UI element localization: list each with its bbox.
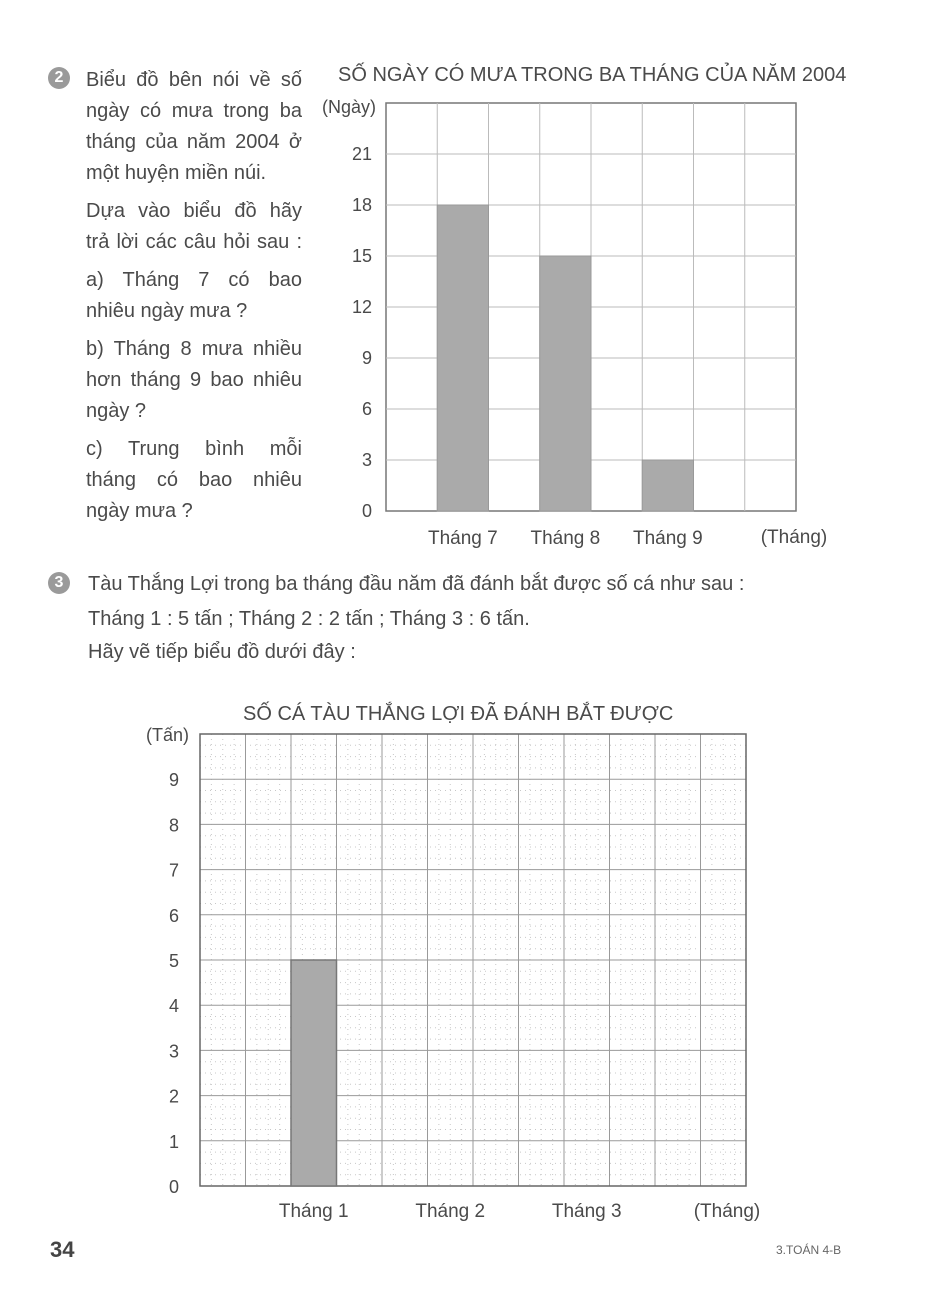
exercise-2-line: b) Tháng 8 mưa nhiều — [86, 338, 302, 360]
y-tick-label: 6 — [168, 905, 179, 926]
category-label: Tháng 2 — [415, 1201, 486, 1222]
category-label: Tháng 9 — [633, 528, 703, 549]
exercise-2-line: một huyện miền núi. — [86, 162, 267, 184]
exercise-2-line: tháng có bao nhiêu — [86, 469, 302, 491]
exercise-3-line-1: Tàu Thắng Lợi trong ba tháng đầu năm đã đánh bắt được số cá như sau : — [88, 573, 745, 595]
y-tick-label: 3 — [168, 1041, 179, 1062]
y-axis-label: (Tấn) — [146, 725, 190, 745]
chart-1-title: SỐ NGÀY CÓ MƯA TRONG BA THÁNG CỦA NĂM 2004 — [338, 64, 847, 86]
exercise-3-number: 3 — [48, 572, 70, 594]
bar — [291, 960, 337, 1186]
y-tick-label: 9 — [168, 770, 179, 791]
exercise-2-line: tháng của năm 2004 ở — [86, 131, 302, 153]
exercise-2-line: trả lời các câu hỏi sau : — [86, 231, 302, 253]
y-tick-label: 12 — [351, 297, 372, 317]
y-tick-label: 9 — [361, 348, 372, 368]
exercise-2-line: c) Trung bình mỗi — [86, 438, 302, 460]
x-axis-label: (Tháng) — [693, 1201, 761, 1222]
exercise-2-line: Biểu đồ bên nói về số — [86, 69, 302, 91]
page-number: 34 — [50, 1237, 75, 1262]
y-tick-label: 0 — [361, 501, 372, 521]
exercise-2-line: nhiêu ngày mưa ? — [86, 300, 248, 322]
exercise-2-line: a) Tháng 7 có bao — [86, 269, 302, 291]
y-tick-label: 6 — [361, 399, 372, 419]
category-label: Tháng 3 — [551, 1201, 622, 1222]
exercise-2-number: 2 — [48, 67, 70, 89]
y-tick-label: 7 — [168, 860, 179, 881]
y-tick-label: 0 — [168, 1177, 179, 1197]
y-tick-label: 21 — [351, 144, 372, 164]
y-tick-label: 3 — [361, 450, 372, 470]
exercise-2-line: ngày ? — [86, 400, 147, 422]
exercise-2-line: Dựa vào biểu đồ hãy — [86, 200, 302, 222]
y-tick-label: 4 — [168, 996, 179, 1017]
y-tick-label: 18 — [351, 195, 372, 215]
chart-2-title: SỐ CÁ TÀU THẮNG LỢI ĐÃ ĐÁNH BẮT ĐƯỢC — [243, 703, 674, 725]
exercise-2-line: ngày có mưa trong ba — [86, 100, 302, 122]
exercise-2-line: ngày mưa ? — [86, 500, 193, 522]
y-tick-label: 2 — [168, 1086, 179, 1107]
y-tick-label: 8 — [168, 815, 179, 836]
y-axis-label: (Ngày) — [322, 97, 377, 117]
book-code: 3.TOÁN 4-B — [776, 1243, 842, 1257]
y-tick-label: 1 — [168, 1131, 179, 1152]
category-label: Tháng 7 — [428, 528, 498, 549]
y-tick-label: 15 — [351, 246, 372, 266]
x-axis-label: (Tháng) — [760, 527, 828, 548]
y-tick-label: 5 — [168, 951, 179, 971]
category-label: Tháng 8 — [530, 528, 601, 549]
category-label: Tháng 1 — [278, 1201, 349, 1222]
exercise-3-line-3: Hãy vẽ tiếp biểu đồ dưới đây : — [88, 641, 356, 663]
exercise-2-line: hơn tháng 9 bao nhiêu — [86, 369, 302, 391]
exercise-3-line-2: Tháng 1 : 5 tấn ; Tháng 2 : 2 tấn ; Tháng 3 : 6 tấn. — [88, 608, 530, 630]
